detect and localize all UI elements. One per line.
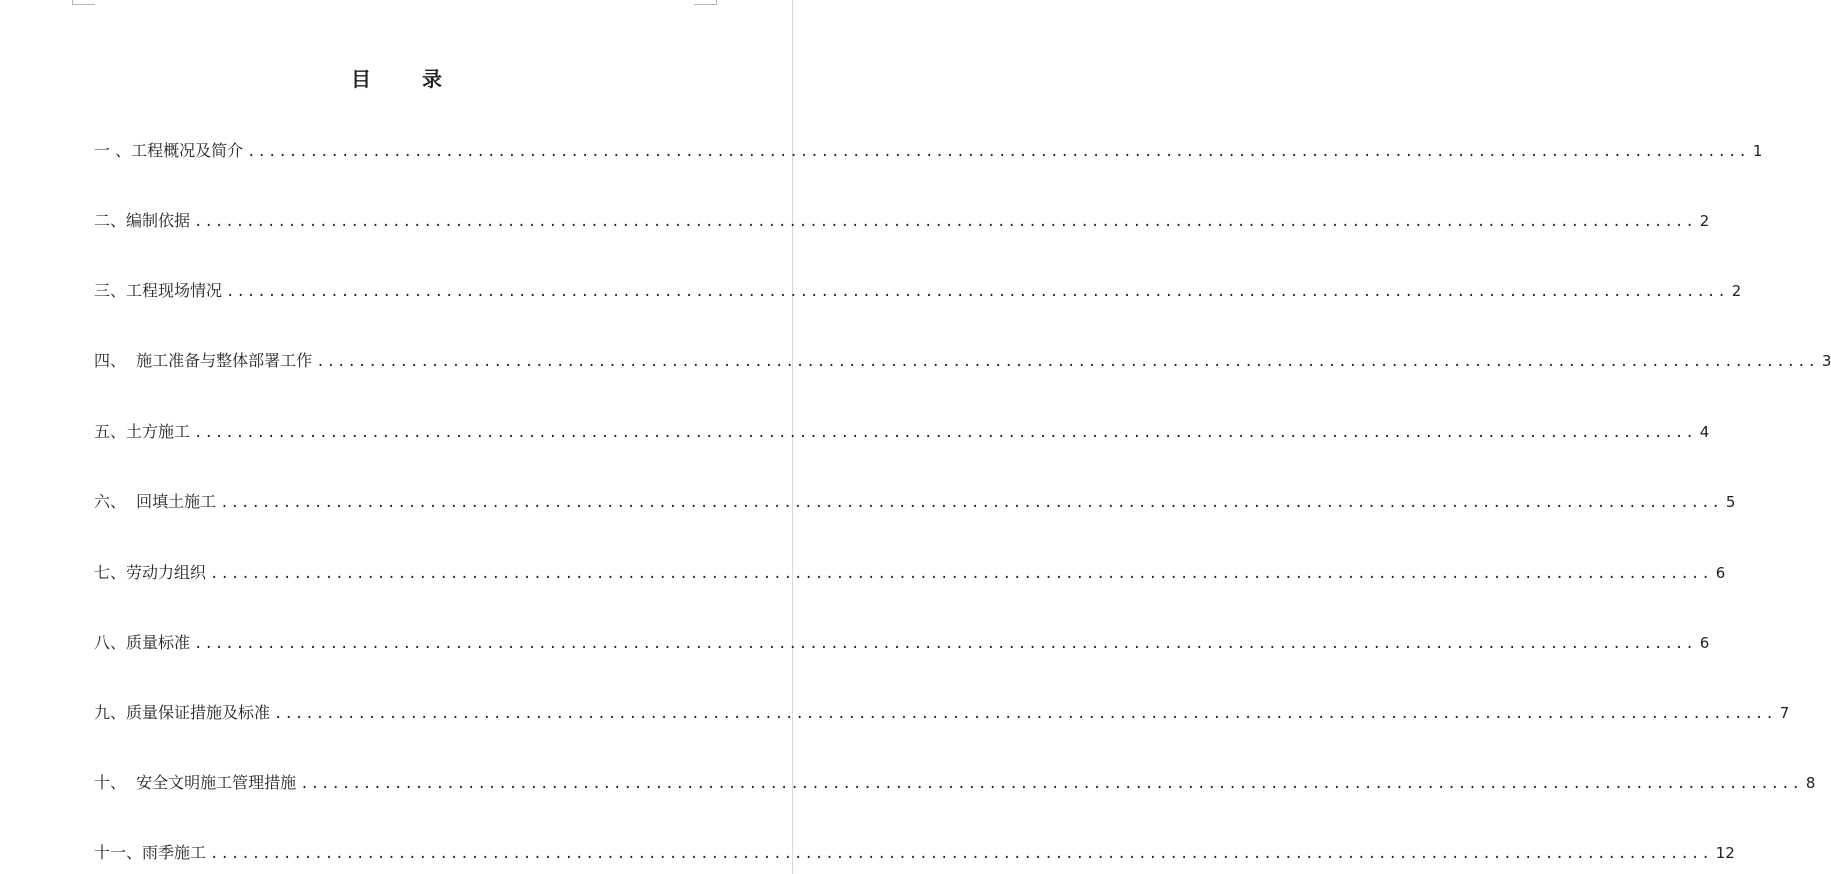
toc-page-number: 1 xyxy=(1752,142,1763,160)
toc-dot-leader: ................................................................................................................................................ xyxy=(194,214,1696,230)
toc-page-number: 5 xyxy=(1725,493,1736,511)
toc-dot-leader: ................................................................................................................................................ xyxy=(247,144,1749,160)
toc-page-number: 8 xyxy=(1805,774,1816,792)
toc-entry-label: 七、劳动力组织 xyxy=(94,563,207,582)
toc-entry-label: 十、 安全文明施工管理措施 xyxy=(94,773,297,792)
toc-dot-leader: ................................................................................................................................................ xyxy=(210,846,1712,862)
toc-page-number: 2 xyxy=(1731,282,1742,300)
toc-page-number: 3 xyxy=(1821,352,1831,370)
toc-dot-leader: ................................................................................................................................................ xyxy=(194,636,1696,652)
toc-entry-label: 九、质量保证措施及标准 xyxy=(94,703,271,722)
toc-entry[interactable] xyxy=(94,770,1816,796)
toc-entry-label: 六、 回填土施工 xyxy=(94,492,217,511)
toc-entry[interactable] xyxy=(94,489,1736,515)
toc-entry-label: 八、质量标准 xyxy=(94,633,191,652)
toc-entry-label: 三、工程现场情况 xyxy=(94,281,223,300)
toc-entry-label: 五、土方施工 xyxy=(94,422,191,441)
toc-page-number: 6 xyxy=(1699,634,1710,652)
toc-page-number: 4 xyxy=(1699,423,1710,441)
toc-entry[interactable] xyxy=(94,630,1710,656)
toc-dot-leader: ................................................................................................................................................ xyxy=(274,706,1776,722)
toc-dot-leader: ................................................................................................................................................ xyxy=(194,425,1696,441)
toc-entry[interactable] xyxy=(94,138,1763,164)
toc-page-number: 6 xyxy=(1715,564,1726,582)
page-corner-mark-left xyxy=(72,0,95,5)
toc-entry[interactable] xyxy=(94,208,1710,234)
toc-entry[interactable] xyxy=(94,278,1742,304)
toc-entry-label: 十一、雨季施工 xyxy=(94,843,207,862)
toc-dot-leader: ................................................................................................................................................ xyxy=(210,566,1712,582)
toc-page-number: 12 xyxy=(1715,844,1735,862)
toc-page-number: 7 xyxy=(1779,704,1790,722)
toc-entry[interactable] xyxy=(94,840,1735,866)
toc-entry-label: 二、编制依据 xyxy=(94,211,191,230)
toc-entry-label: 一 、工程概况及简介 xyxy=(94,141,244,160)
toc-entry[interactable] xyxy=(94,348,1831,374)
toc-title: 目 录 xyxy=(351,67,464,91)
toc-dot-leader: ................................................................................................................................................ xyxy=(300,776,1802,792)
toc-dot-leader: ................................................................................................................................................ xyxy=(220,495,1722,511)
toc-entry-label: 四、 施工准备与整体部署工作 xyxy=(94,351,313,370)
toc-dot-leader: ................................................................................................................................................ xyxy=(316,354,1818,370)
toc-entry[interactable] xyxy=(94,700,1790,726)
toc-entry[interactable] xyxy=(94,560,1726,586)
page-corner-mark-right xyxy=(694,0,717,5)
toc-entry[interactable] xyxy=(94,419,1710,445)
toc-page-number: 2 xyxy=(1699,212,1710,230)
toc-dot-leader: ................................................................................................................................................ xyxy=(226,284,1728,300)
